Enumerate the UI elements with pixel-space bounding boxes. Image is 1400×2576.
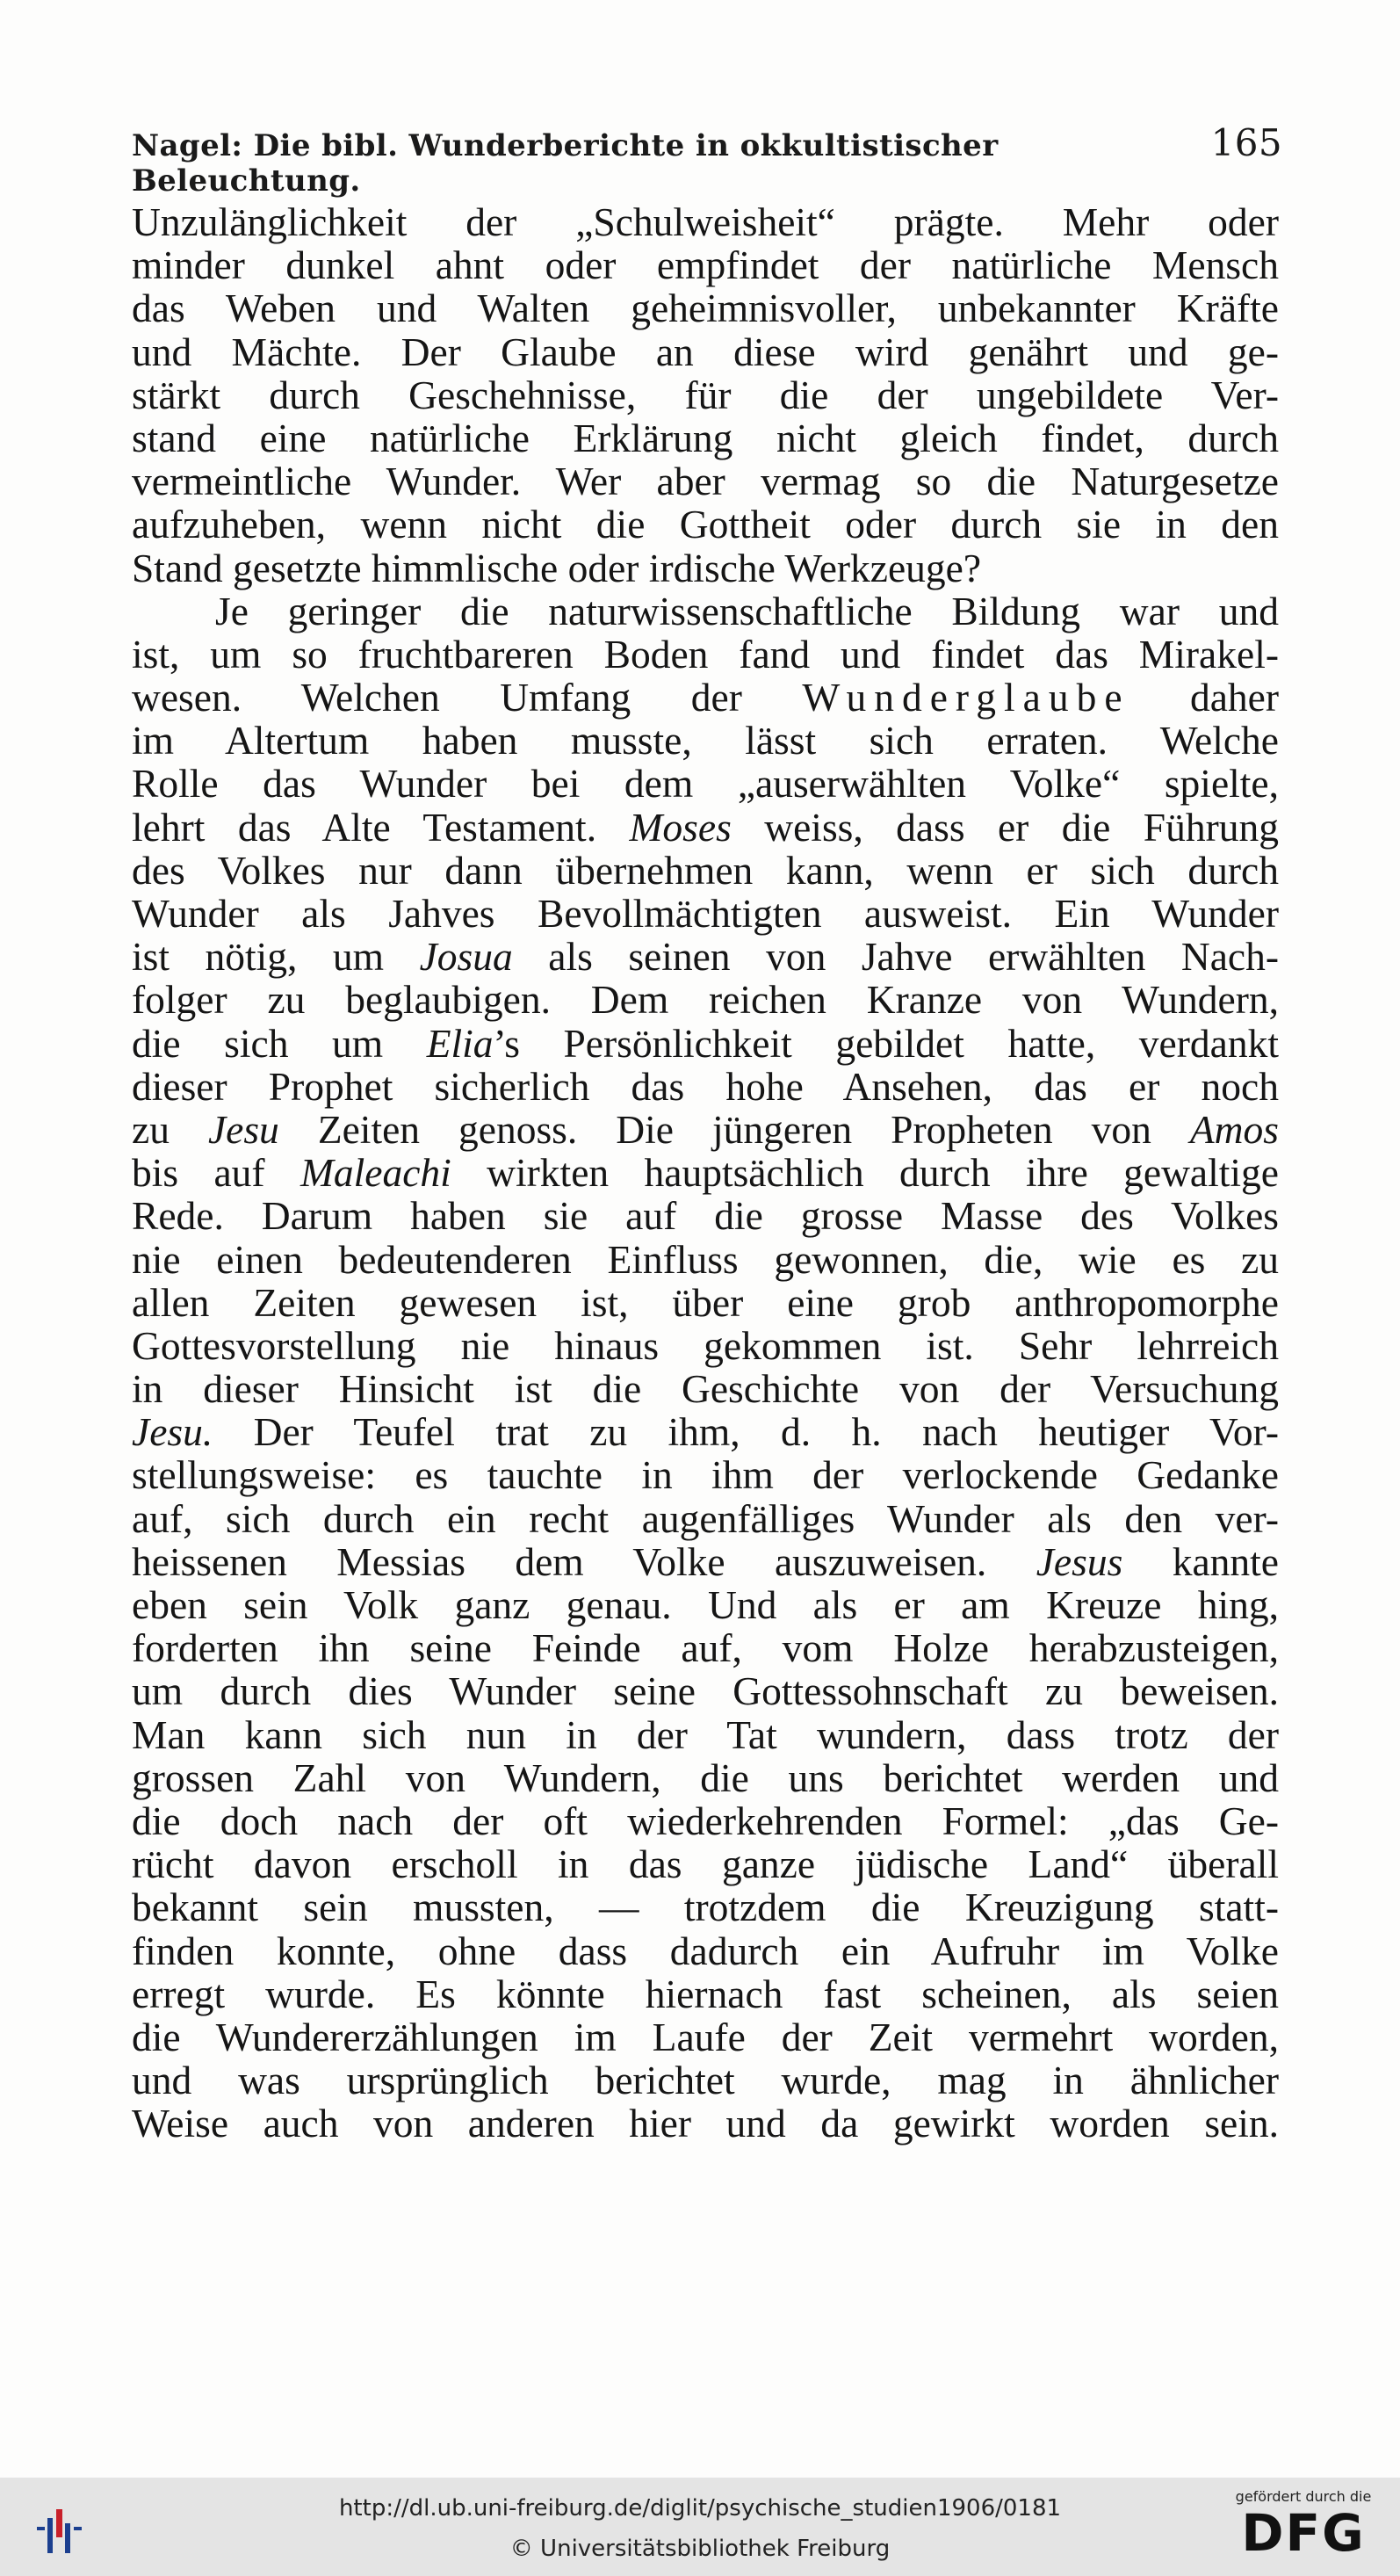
running-head xyxy=(132,121,1282,199)
text-line: bis auf Maleachi wirkten hauptsächlich durch ihre gewaltige xyxy=(132,1150,1279,1196)
dfg-logo xyxy=(1233,2488,1374,2569)
text-line: folger zu beglaubigen. Dem reichen Kranze von Wundern, xyxy=(132,977,1279,1023)
italic-name: Jesus xyxy=(1036,1538,1123,1584)
text-line: das Weben und Walten geheimnisvoller, unbekannter Kräfte xyxy=(132,286,1279,331)
italic-name: Josua xyxy=(419,934,513,980)
text-line: eben sein Volk ganz genau. Und als er am Kreuze hing, xyxy=(132,1582,1279,1627)
text-line: die sich um Elia’s Persönlichkeit gebildet hatte, verdankt xyxy=(132,1020,1279,1066)
text-line: Weise auch von anderen hier und da gewirkt worden sein. xyxy=(132,2101,1279,2146)
text-line: bekannt sein mussten, — trotzdem die Kreuzigung statt- xyxy=(132,1885,1279,1930)
text-line: und was ursprünglich berichtet wurde, mag in ähnlicher xyxy=(132,2058,1279,2103)
text-line: ist, um so fruchtbareren Boden fand und findet das Mirakel- xyxy=(132,631,1279,677)
running-head-title: Nagel: Die bibl. Wunderberichte in okkultistischer Beleuchtung. xyxy=(132,128,999,199)
text-line: Gottesvorstellung nie hinaus gekommen ist. Sehr lehrreich xyxy=(132,1322,1279,1368)
italic-name: Elia xyxy=(426,1020,494,1066)
text-line: und Mächte. Der Glaube an diese wird genährt und ge- xyxy=(132,329,1279,374)
italic-name: Moses xyxy=(629,804,732,850)
text-line: Man kann sich nun in der Tat wundern, dass trotz der xyxy=(132,1711,1279,1757)
text-line: auf, sich durch ein recht augenfälliges Wunder als den ver- xyxy=(132,1495,1279,1541)
text-line: grossen Zahl von Wundern, die uns berichtet werden und xyxy=(132,1755,1279,1800)
page-number: 165 xyxy=(1210,121,1282,164)
text-line: Je geringer die naturwissenschaftliche Bildung war und xyxy=(215,588,1279,633)
text-line: die doch nach der oft wiederkehrenden Formel: „das Ge- xyxy=(132,1798,1279,1843)
funded-by-label: gefördert durch die xyxy=(1235,2488,1372,2505)
text-line: lehrt das Alte Testament. Moses weiss, dass er die Führung xyxy=(132,804,1280,850)
text-line: finden konnte, ohne dass dadurch ein Aufruhr im Volke xyxy=(132,1928,1279,1973)
text-line: ist nötig, um Josua als seinen von Jahve erwählten Nach- xyxy=(132,934,1279,980)
text-line: Rolle das Wunder bei dem „auserwählten Volke“ spielte, xyxy=(132,761,1279,807)
text-line: Jesu. Der Teufel trat zu ihm, d. h. nach heutiger Vor- xyxy=(132,1409,1279,1455)
text-line: wesen. Welchen Umfang der Wunderglaube daher xyxy=(132,675,1280,720)
text-line: stellungsweise: es tauchte in ihm der verlockende Gedanke xyxy=(132,1452,1279,1498)
text-line: zu Jesu Zeiten genoss. Die jüngeren Propheten von Amos xyxy=(132,1106,1279,1152)
italic-name: Maleachi xyxy=(299,1150,451,1196)
text-line: stand eine natürliche Erklärung nicht gleich findet, durch xyxy=(132,415,1279,460)
text-line: minder dunkel ahnt oder empfindet der natürliche Mensch xyxy=(132,242,1279,288)
text-line: stärkt durch Geschehnisse, für die der ungebildete Ver- xyxy=(132,372,1279,417)
text-line: nie einen bedeutenderen Einfluss gewonnen, die, wie es zu xyxy=(132,1236,1279,1282)
body-text xyxy=(132,200,1279,2145)
italic-name: Jesu. xyxy=(132,1409,213,1455)
text-line: Unzulänglichkeit der „Schulweisheit“ prägte. Mehr oder xyxy=(132,199,1279,244)
text-line: im Altertum haben musste, lässt sich erraten. Welche xyxy=(132,718,1279,763)
text-line: heissenen Messias dem Volke auszuweisen. Jesus kannte xyxy=(132,1538,1280,1584)
text-line: Stand gesetzte himmlische oder irdische Werkzeuge? xyxy=(132,545,982,590)
dfg-mark: DFG xyxy=(1241,2503,1366,2563)
italic-name: Amos xyxy=(1189,1106,1279,1152)
text-line: erregt wurde. Es könnte hiernach fast scheinen, als seien xyxy=(132,1971,1279,2016)
text-line: dieser Prophet sicherlich das hohe Ansehen, das er noch xyxy=(132,1063,1279,1109)
text-line: Wunder als Jahves Bevollmächtigten ausweist. Ein Wunder xyxy=(132,891,1279,936)
italic-name: Jesu xyxy=(207,1106,279,1152)
copyright-notice: © Universitätsbibliothek Freiburg xyxy=(509,2536,891,2562)
text-line: Rede. Darum haben sie auf die grosse Masse des Volkes xyxy=(132,1193,1279,1239)
text-line: um durch dies Wunder seine Gottessohnschaft zu beweisen. xyxy=(132,1668,1279,1714)
text-line: des Volkes nur dann übernehmen kann, wenn er sich durch xyxy=(132,847,1279,893)
spaced-emphasis: Wunderglaube xyxy=(802,675,1130,720)
text-line: vermeintliche Wunder. Wer aber vermag so die Naturgesetze xyxy=(132,459,1279,504)
text-line: aufzuheben, wenn nicht die Gottheit oder durch sie in den xyxy=(132,502,1279,547)
document-url[interactable]: http://dl.ub.uni-freiburg.de/diglit/psychische_studien1906/0181 xyxy=(338,2495,1062,2522)
text-line: die Wundererzählungen im Laufe der Zeit vermehrt worden, xyxy=(132,2014,1279,2059)
text-line: rücht davon erscholl in das ganze jüdische Land“ überall xyxy=(132,1842,1279,1887)
text-line: in dieser Hinsicht ist die Geschichte von der Versuchung xyxy=(132,1366,1279,1412)
text-line: allen Zeiten gewesen ist, über eine grob anthropomorphe xyxy=(132,1279,1279,1325)
viewer-footer xyxy=(0,2478,1400,2576)
text-line: forderten ihn seine Feinde auf, vom Holze herabzusteigen, xyxy=(132,1625,1279,1671)
